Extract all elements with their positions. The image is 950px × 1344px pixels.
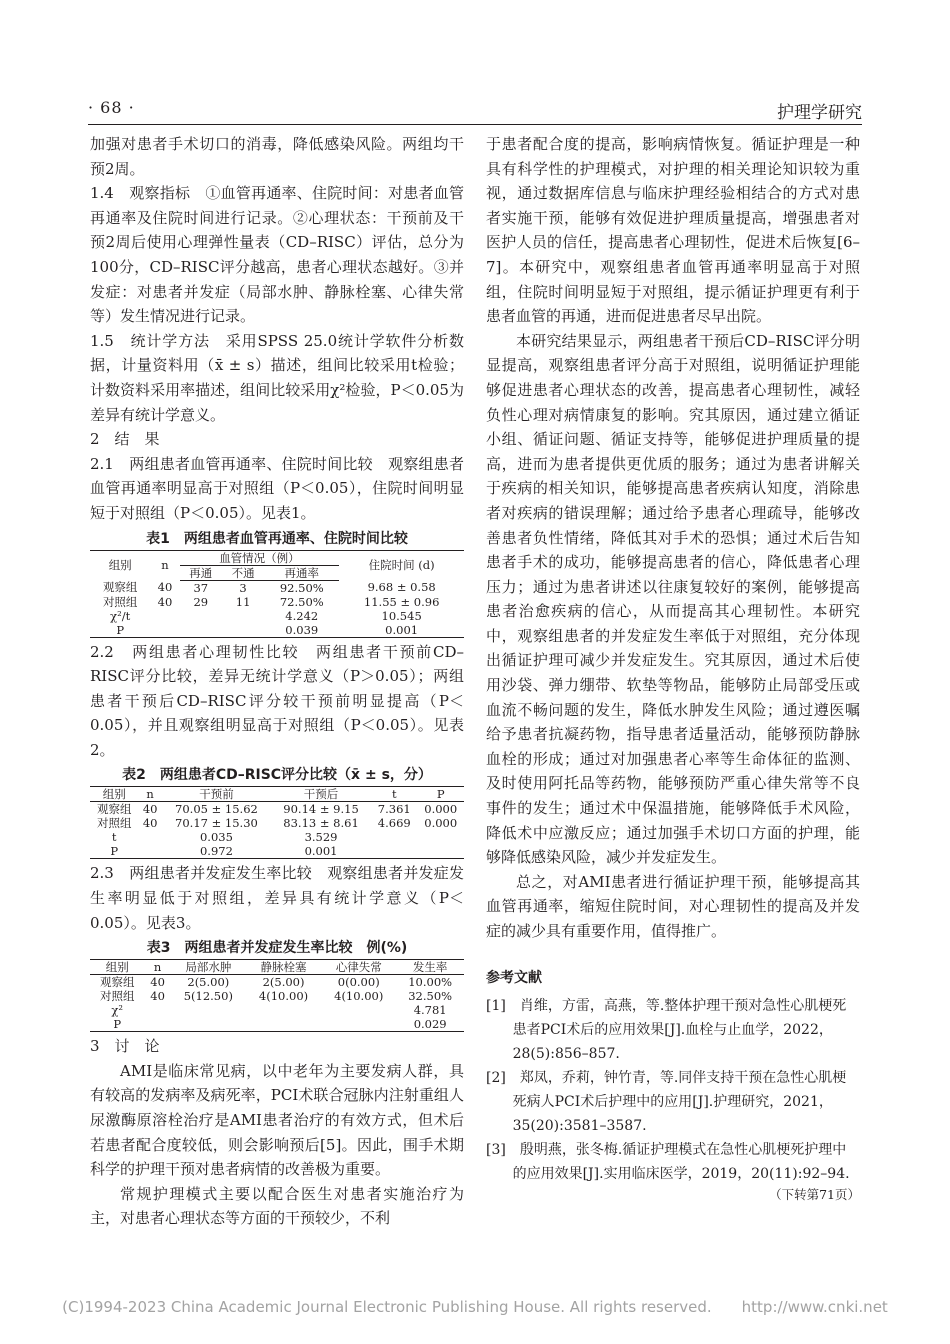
header-rule [88, 124, 862, 125]
th-closed: 不通 [222, 565, 264, 580]
cell: 32.50% [408, 989, 453, 1004]
cell: 40 [142, 816, 158, 831]
section-2-2: 2.2 两组患者心理韧性比较 两组患者干预前CD–RISC评分比较，差异无统计学意义（P＞0.05）；两组患者干预后CD–RISC评分较干预前明显提高（P＜0.05），并且观察组明显高于对照组（P＜0.05）。见表2。 [90, 642, 464, 759]
cell: 90.14 ± 9.15 [283, 802, 359, 817]
cell [138, 844, 161, 859]
table-3 [90, 959, 464, 1032]
cell: 观察组 [102, 580, 138, 595]
cell [180, 623, 222, 638]
th-vein: 静脉栓塞 [246, 960, 321, 975]
table-2 [90, 786, 464, 859]
cell [371, 830, 417, 844]
cell: χ²/t [110, 608, 131, 623]
th-rate: 再通率 [264, 565, 339, 580]
table-row [90, 609, 464, 623]
cell [246, 1003, 321, 1017]
cell: 40 [157, 580, 173, 595]
cell: 40 [150, 989, 165, 1004]
journal-name: 护理学研究 [777, 103, 862, 123]
cell: 40 [157, 594, 173, 609]
cell [138, 830, 161, 844]
cell: 0.001 [304, 844, 338, 859]
table-1-caption: 表1 两组患者血管再通率、住院时间比较 [146, 530, 408, 547]
references-heading: 参考文献 [486, 969, 542, 986]
cell: P [113, 1017, 122, 1032]
cell: P [116, 622, 125, 637]
cell: 0(0.00) [337, 975, 380, 990]
section-1-4: 1.4 观察指标 ①血管再通率、住院时间：对患者血管再通率及住院时间进行记录。②心理状态：干预前及干预2周后使用心理弹性量表（CD–RISC）评估，总分为100分，CD–RISC评分越高，患者心理状态越好。③并发症：对患者并发症（局部水肿、静脉栓塞、心律失常等）发生情况进行记录。 [90, 184, 464, 326]
cell: 0.029 [413, 1017, 447, 1032]
table-1 [90, 550, 464, 638]
cell: 70.05 ± 15.62 [175, 802, 258, 817]
th-edema: 局部水肿 [171, 960, 246, 975]
paragraph: 总之，对AMI患者进行循证护理干预，能够提高其血管再通率，缩短住院时间，对心理韧性的提高及并发症的减少具有重要作用，值得推广。 [486, 872, 860, 940]
continued-note: （下转第71页） [769, 1187, 860, 1203]
paragraph: AMI是临床常见病，以中老年为主要发病人群，具有较高的发病率及病死率，PCI术联合冠脉内注射重组人尿激酶原溶栓治疗是AMI患者治疗的有效方式，但术后若患者配合度较低，则会影响预后[5]。因此，围手术期科学的护理干预对患者病情的改善极为重要。 [90, 1061, 464, 1179]
cell: 4.781 [413, 1003, 447, 1018]
section-1-5: 1.5 统计学方法 采用SPSS 25.0统计学软件分析数据，计量资料用（x̄ ± s）描述，组间比较采用t检验；计数资料采用率描述，组间比较采用χ²检验，P＜0.05为差异有统计学意义。 [90, 331, 464, 424]
table-row [90, 595, 464, 609]
cell: 对照组 [102, 594, 138, 609]
cell: 40 [142, 802, 158, 817]
paragraph: 加强对患者手术切口的消毒，降低感染风险。两组均干预2周。 [90, 135, 464, 178]
reference-item: [1] 肖维，方雷，高燕，等.整体护理干预对急性心肌梗死患者PCI术后的应用效果[J].血栓与止血学，2022，28(5):856–857. [486, 998, 847, 1063]
cell: 4.242 [285, 608, 319, 623]
th-n: n [161, 558, 169, 573]
th-stay: 住院时间 (d) [368, 558, 435, 573]
cell [321, 1003, 396, 1017]
right-column [486, 132, 860, 1204]
cell [246, 1017, 321, 1032]
cell: 83.13 ± 8.61 [283, 816, 359, 831]
th-pre: 干预前 [162, 787, 271, 802]
cell: 40 [150, 975, 165, 990]
cell: 2(5.00) [187, 975, 230, 990]
page-number: · 68 · [88, 98, 135, 117]
table-row [90, 802, 464, 817]
cell [144, 1017, 170, 1032]
th-reopen: 再通 [180, 565, 222, 580]
section-2-3: 2.3 两组患者并发症发生率比较 观察组患者并发症发生率明显低于对照组，差异具有统计学意义（P＜0.05）。见表3。 [90, 864, 464, 932]
cell: 对照组 [99, 989, 135, 1004]
cell [222, 609, 264, 623]
th-group: 组别 [108, 558, 132, 573]
cell: 0.001 [385, 622, 419, 637]
cell [171, 1017, 246, 1032]
cell: 4(10.00) [258, 989, 309, 1004]
cell: 9.68 ± 0.58 [367, 580, 436, 595]
th-group: 组别 [90, 960, 144, 975]
cell: 70.17 ± 15.30 [175, 816, 258, 831]
paragraph: 本研究结果显示，两组患者干预后CD–RISC评分明显提高，观察组患者评分高于对照组，说明循证护理能够促进患者心理状态的改善，提高患者心理韧性，减轻负性心理对病情康复的影响。究其原因，通过建立循证小组、循证问题、循证支持等，能够促进护理质量的提高，进而为患者提供更优质的服务；通过为患者讲解关于疾病的相关知识，能够提高患者疾病认知度，消除患者对疾病的错误理解；通过给予患者心理疏导，能够改善患者负性情绪，降低其对手术的恐惧；通过术后告知患者手术的成功，能够提高患者的信心，降低患者心理压力；通过为患者讲述以往康复较好的案例，能够提高患者治愈疾病的信心，从而提高其心理韧性。本研究中，观察组患者的并发症发生率低于对照组，充分体现出循证护理可减少并发症发生。究其原因，通过术后使用沙袋、弹力绷带、软垫等物品，能够防止局部受压或血流不畅问题的发生，降低水肿发生风险；通过遵医嘱给予患者抗凝药物，指导患者适量活动，能够预防静脉血栓的形成；通过对加强患者心率等生命体征的监测、及时使用阿托品等药物，能够预防严重心律失常等不良事件的发生；通过术中保温措施，能够降低手术风险，降低术中应激反应；通过加强手术切口方面的护理，能够降低感染风险，减少并发症发生。 [486, 331, 860, 867]
table-row [90, 580, 464, 595]
table-row [90, 816, 464, 830]
cell [417, 830, 464, 844]
th-group: 组别 [90, 787, 138, 802]
cell [150, 609, 179, 623]
th-vessel: 血管情况（例） [180, 550, 340, 565]
cell: 0.000 [424, 802, 458, 817]
table-row [90, 989, 464, 1003]
cell: 观察组 [99, 975, 135, 990]
copyright-footer: (C)1994-2023 China Academic Journal Electronic Publishing House. All rights reserved. http://www.cnki.net [62, 1298, 888, 1316]
section-heading-results: 2 结 果 [90, 430, 160, 449]
cell [321, 1017, 396, 1032]
cell: 37 [193, 580, 209, 595]
cell: 0.972 [199, 844, 233, 859]
table-row [90, 975, 464, 990]
cell: 4.669 [377, 816, 411, 831]
th-n: n [138, 787, 161, 802]
left-column [90, 132, 464, 1231]
cell: 4(10.00) [334, 989, 384, 1004]
table-row [90, 623, 464, 638]
cell: 对照组 [96, 816, 132, 831]
cell [371, 844, 417, 859]
cell: 72.50% [279, 594, 324, 609]
table-row [90, 1003, 464, 1017]
cell: 10.545 [381, 608, 422, 623]
reference-item: [2] 郑凤，乔莉，钟竹青，等.同伴支持干预在急性心肌梗死病人PCI术后护理中的应用[J].护理研究，2021，35(20):3581–3587. [486, 1070, 847, 1135]
table-row [90, 1017, 464, 1032]
cell: t [111, 830, 117, 845]
cell: 0.000 [424, 816, 458, 831]
section-2-1: 2.1 两组患者血管再通率、住院时间比较 观察组患者血管再通率明显高于对照组（P＜0.05），住院时间明显短于对照组（P＜0.05）。见表1。 [90, 454, 464, 522]
cell [144, 1003, 170, 1017]
cell: 11 [235, 594, 251, 609]
cell: 92.50% [279, 580, 324, 595]
cell: 7.361 [377, 802, 411, 817]
cell: 10.00% [408, 975, 453, 990]
cell: 11.55 ± 0.96 [363, 594, 440, 609]
table-row [90, 844, 464, 859]
cell [222, 623, 264, 638]
cell: 观察组 [96, 802, 132, 817]
cell: 29 [193, 594, 209, 609]
cell [417, 844, 464, 859]
cell: P [110, 844, 119, 859]
th-t: t [371, 787, 417, 802]
cell: χ² [111, 1003, 123, 1018]
paragraph: 常规护理模式主要以配合医生对患者实施治疗为主，对患者心理状态等方面的干预较少，不利 [90, 1184, 464, 1228]
cell [180, 609, 222, 623]
cell [171, 1003, 246, 1017]
table-row [90, 830, 464, 844]
th-arrhythmia: 心律失常 [321, 960, 396, 975]
cell: 5(12.50) [183, 989, 233, 1004]
table-3-caption: 表3 两组患者并发症发生率比较 例(%) [146, 940, 408, 957]
th-incidence: 发生率 [396, 960, 464, 975]
cell: 3.529 [304, 830, 338, 845]
cell: 3 [239, 580, 247, 595]
table-2-caption: 表2 两组患者CD–RISC评分比较（x̄ ± s，分） [122, 767, 432, 784]
cell: 0.035 [199, 830, 233, 845]
th-n: n [144, 960, 170, 975]
th-post: 干预后 [271, 787, 371, 802]
reference-item: [3] 殷明燕，张冬梅.循证护理模式在急性心肌梗死护理中的应用效果[J].实用临床医学，2019，20(11):92–94. [486, 1142, 850, 1183]
cell [150, 623, 179, 638]
paragraph: 于患者配合度的提高，影响病情恢复。循证护理是一种具有科学性的护理模式，对护理的相关理论知识较为重视，通过数据库信息与临床护理经验相结合的方式对患者实施干预，能够有效促进护理质量提高，增强患者对医护人员的信任，提高患者心理韧性，促进术后恢复[6–7]。本研究中，观察组患者血管再通率明显高于对照组，住院时间明显短于对照组，提示循证护理更有利于患者血管的再通，进而促进患者尽早出院。 [486, 135, 860, 326]
cell: 2(5.00) [262, 975, 305, 990]
th-p: P [417, 787, 464, 802]
section-heading-discussion: 3 讨 论 [90, 1037, 160, 1056]
cell: 0.039 [285, 622, 319, 637]
